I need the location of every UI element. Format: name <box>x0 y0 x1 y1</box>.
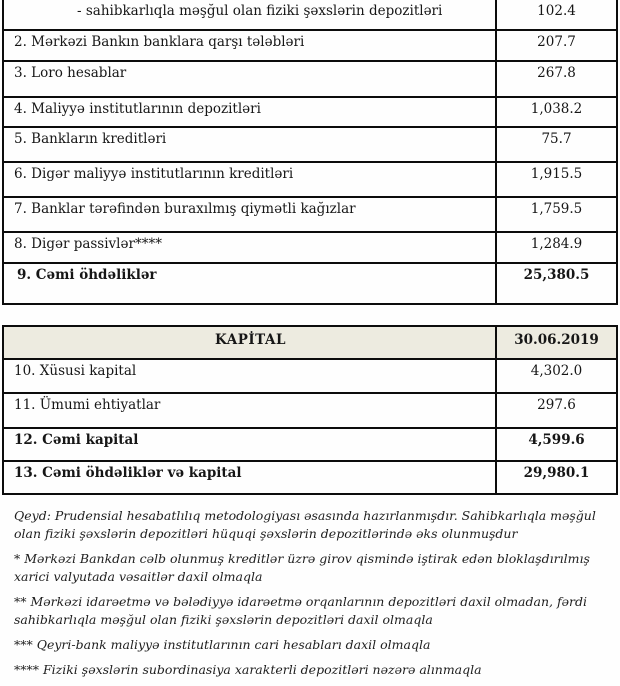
table-row <box>4 163 616 198</box>
row-label: 5. Bankların kreditləri <box>14 131 167 147</box>
capital-header-date: 30.06.2019 <box>495 327 616 358</box>
row-label: - sahibkarlıqla məşğul olan fiziki şəxslərin depozitləri <box>77 3 443 19</box>
table-row <box>4 31 616 62</box>
row-value: 207.7 <box>495 31 616 60</box>
table-row <box>4 98 616 128</box>
row-label: 4. Maliyyə institutlarının depozitləri <box>14 101 261 117</box>
row-label: 7. Banklar tərəfindən buraxılmış qiymətli kağızlar <box>14 201 356 217</box>
row-value: 1,038.2 <box>495 98 616 126</box>
capital-header-title: KAPİTAL <box>215 332 286 348</box>
row-label: 8. Digər passivlər**** <box>14 236 162 252</box>
table-row <box>4 0 616 31</box>
note-star-4: **** Fiziki şəxslərin subordinasiya xarakterli depozitləri nəzərə alınmaqla <box>14 662 482 677</box>
table-row <box>4 62 616 98</box>
row-value: 1,759.5 <box>495 198 616 231</box>
row-value: 1,284.9 <box>495 233 616 262</box>
row-label: 10. Xüsusi kapital <box>14 363 137 379</box>
footnotes <box>14 507 610 686</box>
table-row-total-capital <box>4 429 616 462</box>
liabilities-table <box>2 0 618 305</box>
table-row <box>4 198 616 233</box>
note-star-3: *** Qeyri-bank maliyyə institutlarının cari hesabları daxil olmaqla <box>14 637 431 652</box>
row-value: 102.4 <box>495 0 616 29</box>
note-qeyd: Qeyd: Prudensial hesabatlılıq metodologiyası əsasında hazırlanmışdır. Sahibkarlıqla məşğul olan fiziki şəxslərin depozitləri hüquqi şəxslərin depozitlərində əks olunmuşdur <box>14 508 596 541</box>
table-row <box>4 233 616 264</box>
row-value: 4,302.0 <box>495 360 616 392</box>
row-label: 2. Mərkəzi Bankın banklara qarşı tələbləri <box>14 34 305 50</box>
row-label: 6. Digər maliyyə institutlarının kreditləri <box>14 166 294 182</box>
note-star-1: * Mərkəzi Bankdan cəlb olunmuş kreditlər üzrə girov qismində iştirak edən bloklaşdırılmış xarici valyutada vəsaitlər daxil olmaqla <box>14 551 590 584</box>
row-label: 11. Ümumi ehtiyatlar <box>14 397 161 413</box>
row-value: 1,915.5 <box>495 163 616 196</box>
table-row-total-liabilities-and-capital <box>4 462 616 493</box>
table-row-total-liabilities <box>4 264 616 305</box>
row-value: 29,980.1 <box>495 462 616 493</box>
row-label: 13. Cəmi öhdəliklər və kapital <box>14 465 242 481</box>
table-row <box>4 360 616 394</box>
row-value: 297.6 <box>495 394 616 427</box>
table-row <box>4 394 616 429</box>
row-label: 3. Loro hesablar <box>14 65 127 81</box>
row-label: 9. Cəmi öhdəliklər <box>17 267 157 283</box>
row-value: 75.7 <box>495 128 616 161</box>
row-value: 25,380.5 <box>495 264 616 303</box>
row-value: 267.8 <box>495 62 616 96</box>
row-label: 12. Cəmi kapital <box>14 432 139 448</box>
capital-table-header-row <box>4 327 616 360</box>
table-row <box>4 128 616 163</box>
note-star-2: ** Mərkəzi idarəetmə və bələdiyyə idarəetmə orqanlarının depozitləri daxil olmadan, fərdi sahibkarlıqla məşğul olan fiziki şəxslərin depozitləri daxil olmaqla <box>14 594 587 627</box>
capital-table <box>2 325 618 495</box>
row-value: 4,599.6 <box>495 429 616 460</box>
